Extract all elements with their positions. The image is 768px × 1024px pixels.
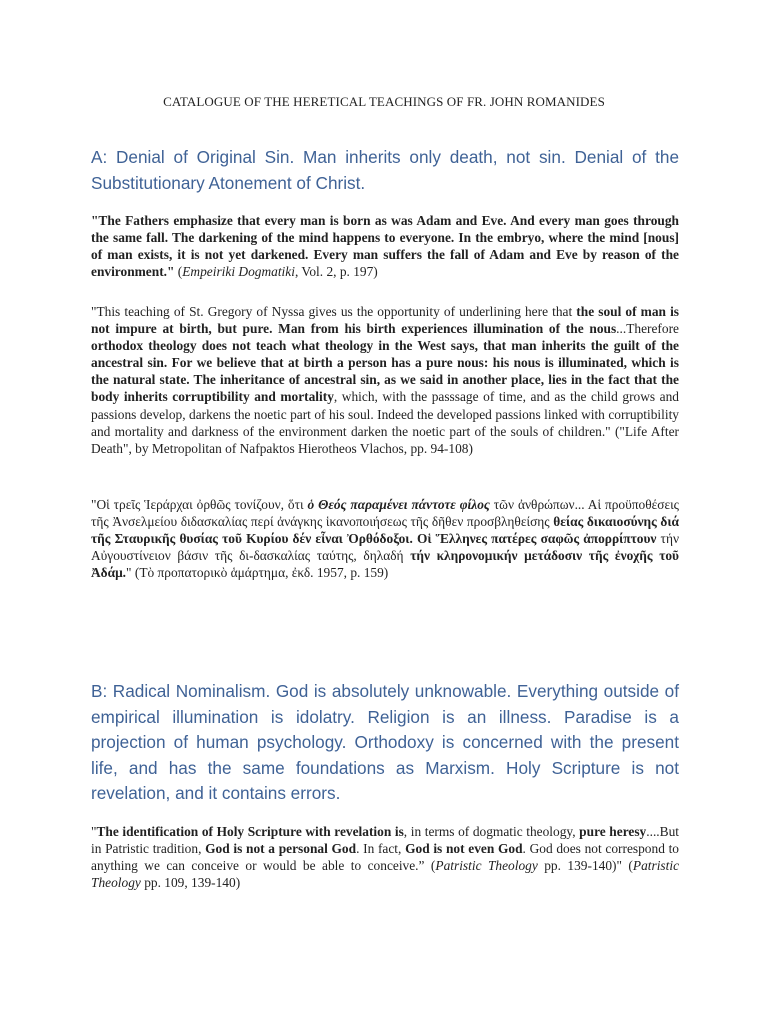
quote-text: pp. 109, 139-140)	[140, 875, 241, 891]
quote-text: ...Therefore	[616, 321, 679, 337]
quote-bold-text: God is not even God	[405, 841, 523, 857]
section-a-quote-2	[91, 303, 679, 457]
citation-title: Patristic Theology	[435, 858, 538, 874]
document-title: CATALOGUE OF THE HERETICAL TEACHINGS OF FR. JOHN ROMANIDES	[163, 94, 605, 109]
citation-title: Empeiriki Dogmatiki	[182, 264, 295, 280]
section-a-quote-1	[91, 212, 679, 280]
section-b-quote-1	[91, 823, 679, 891]
quote-bold-italic-text: ὁ Θεός παραμένει πάντοτε φίλος	[307, 497, 490, 512]
quote-text: ....But in Patristic tradition,	[91, 824, 679, 857]
quote-text: "Οἱ τρεῖς Ἱεράρχαι ὀρθῶς τονίζουν, ὅτι	[91, 497, 308, 512]
quote-text: τήν Αὐγουστίνειον βάσιν τῆς δι-δασκαλίας ταύτης, δηλαδή	[91, 531, 679, 564]
quote-text: τῶν ἀνθρώπων... Αἱ προϋποθέσεις τῆς Ἀνσελμείου διδασκαλίας περί ἀνάγκης ἱκανοποιήσεως τῆς δῆθεν προσβληθείσης	[91, 497, 679, 530]
quote-text: . God does not correspond to anything we can conceive or would be able to conceive.” (	[91, 841, 680, 874]
citation-open: (	[174, 264, 183, 280]
quote-bold-text: God is not a personal God	[205, 841, 357, 857]
quote-bold-text: orthodox theology does not teach what theology in the West says, that man inherits the guilt of the ancestral sin. For we believe that at birth a person has a pure nous: his nous is illuminated, which is the natural state. The inheritance of ancestral sin, as we said in another place, lies in the fact that the body inherits corruptibility and mortality	[91, 338, 679, 405]
section-a-heading: A: Denial of Original Sin. Man inherits only death, not sin. Denial of the Substitutionary Atonement of Christ.	[91, 147, 679, 193]
quote-text: , which, with the passsage of time, and as the child grows and passions develop, darkens the noetic part of his soul. Indeed the developed passions linked with corruptibility and mortality and darkness of the environment darken the noetic part of the souls of children." ("Life After Death", by Metropolitan of Nafpaktos Hierotheos Vlachos, pp. 94-108)	[91, 389, 679, 456]
quote-text: "This teaching of St. Gregory of Nyssa gives us the opportunity of underlining here that	[91, 304, 577, 319]
quote-bold-text: The identification of Holy Scripture with revelation is	[96, 824, 404, 839]
quote-bold-text: "The Fathers emphasize that every man is born as was Adam and Eve. And every man goes through the same fall. The darkening of the mind happens to everyone. In the embryo, where the mind [nous] of man exists, it is not yet darkened. Every man suffers the fall of Adam and Eve by reason of the environment."	[91, 213, 679, 280]
section-a-quote-3	[91, 496, 679, 581]
quote-text: , in terms of dogmatic theology,	[403, 824, 580, 839]
citation-title: Patristic Theology	[91, 858, 680, 891]
quote-text: " (Τὸ προπατορικὸ ἁμάρτημα, ἐκδ. 1957, p. 159)	[126, 565, 389, 581]
citation-rest: , Vol. 2, p. 197)	[294, 264, 378, 280]
quote-bold-text: the soul of man is not impure at birth, but pure. Man from his birth experiences illumination of the nous	[91, 304, 679, 337]
section-b-heading: B: Radical Nominalism. God is absolutely unknowable. Everything outside of empirical illumination is idolatry. Religion is an illness. Paradise is a projection of human psychology. Orthodoxy is concerned with the present life, and has the same foundations as Marxism. Holy Scripture is not revelation, and it contains errors.	[91, 681, 679, 803]
quote-bold-text: θείας δικαιοσύνης διά τῆς Σταυρικῆς θυσίας τοῦ Κυρίου δέν εἶναι Ὀρθόδοξοι. Οἱ Ἕλληνες πατέρες σαφῶς ἀπορρίπτουν	[91, 514, 679, 547]
quote-text: . In fact,	[356, 841, 406, 857]
quote-text: "	[91, 824, 97, 839]
quote-bold-text: τήν κληρονομικήν μετάδοσιν τῆς ἐνοχῆς τοῦ Ἀδάμ.	[91, 548, 680, 581]
quote-text: pp. 139-140)" (	[537, 858, 633, 874]
quote-bold-text: pure heresy	[579, 824, 647, 839]
